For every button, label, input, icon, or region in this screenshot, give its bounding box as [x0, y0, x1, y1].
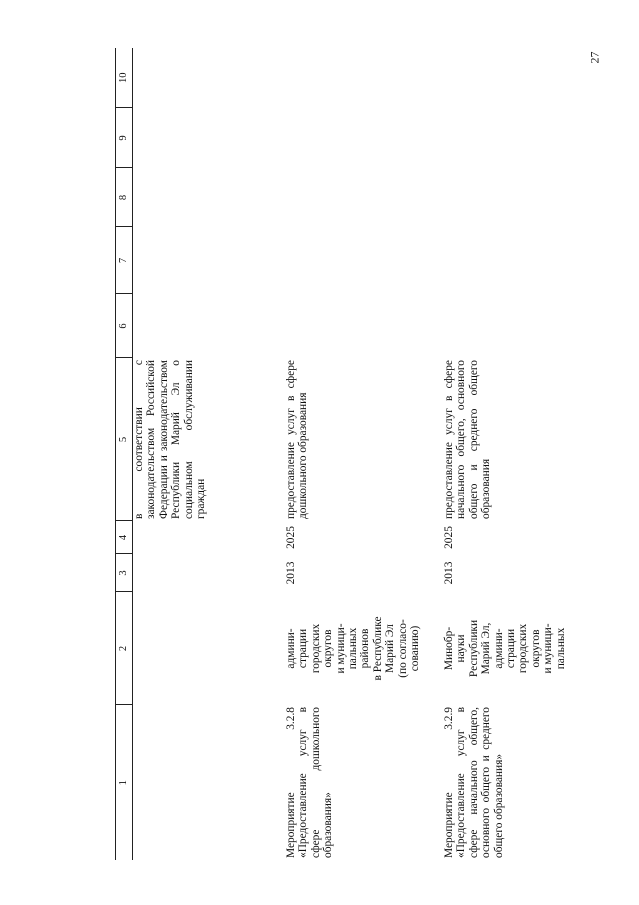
- measure-cell: [283, 705, 441, 860]
- measure-title: Мероприятие: [285, 792, 297, 858]
- executor-cell: Минобр- науки Республики Марий Эл, админи- страции городских округов и муници- пальных: [443, 619, 567, 678]
- measure-cell: [441, 705, 567, 860]
- end-year: 2025: [285, 526, 297, 549]
- measure-code: 3.2.9: [443, 707, 455, 730]
- continuation-text: в соответствии с законодательством Российской Федерации и законодательством Республики Марий Эл о социальном обслуживании граждан: [133, 360, 208, 519]
- col-header-8: 8: [116, 168, 133, 227]
- rotated-table-container: [115, 48, 627, 860]
- col-header-10: 10: [116, 48, 133, 108]
- measures-table: [115, 48, 567, 860]
- col-header-7: 7: [116, 227, 133, 294]
- executor-cell: админи- страции городских округов и муници- пальных районов в Республике Марий Эл (по согласо- сованию): [285, 616, 422, 681]
- col-header-3: 3: [116, 554, 133, 592]
- col-header-5: 5: [116, 358, 133, 521]
- result-cell: предоставление услуг в сфере начального общего, основного общего и среднего общего образования: [443, 360, 493, 519]
- end-year: 2025: [443, 526, 455, 549]
- table-row: [283, 48, 441, 860]
- col-header-9: 9: [116, 108, 133, 168]
- measure-text: «Предоставление услуг в сфере начального общего, основного общего и среднего общего образования»: [455, 707, 505, 858]
- table-row: [441, 48, 567, 860]
- start-year: 2013: [285, 561, 297, 585]
- col-header-2: 2: [116, 592, 133, 705]
- page-number: 27: [587, 51, 602, 64]
- col-header-6: 6: [116, 294, 133, 358]
- col-header-1: 1: [116, 705, 133, 860]
- result-cell: предоставление услуг в сфере дошкольного образования: [285, 360, 310, 519]
- col-header-4: 4: [116, 521, 133, 554]
- continuation-row: [133, 48, 284, 860]
- measure-text: «Предоставление услуг в сфере дошкольного образования»: [297, 707, 335, 858]
- column-number-header: [116, 48, 133, 860]
- start-year: 2013: [443, 561, 455, 585]
- measure-title: Мероприятие: [443, 792, 455, 858]
- measure-code: 3.2.8: [285, 707, 297, 730]
